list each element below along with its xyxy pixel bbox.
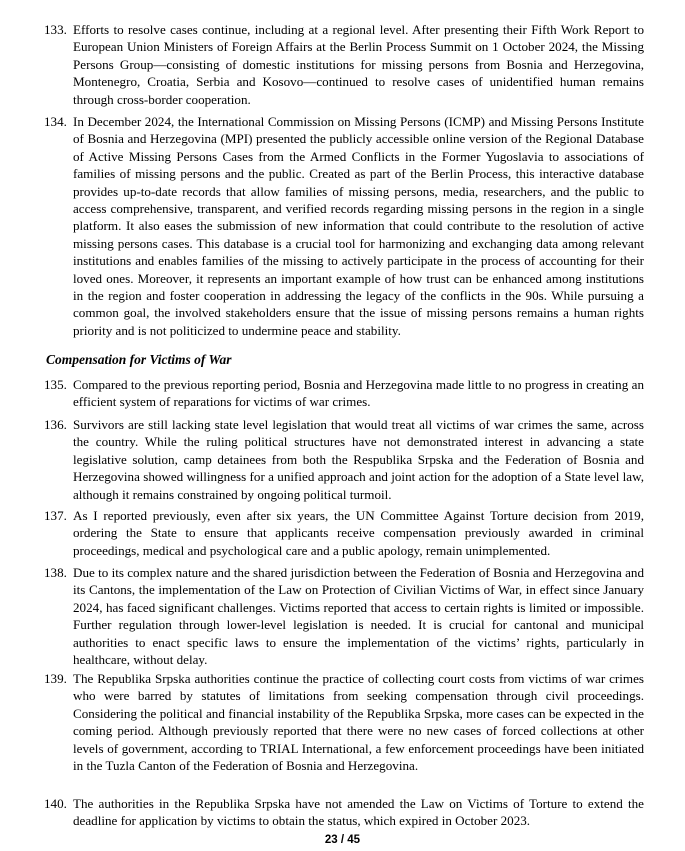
paragraph-138 xyxy=(44,564,644,668)
paragraph-text: Efforts to resolve cases continue, including at a regional level. After presenting their Fifth Work Report to European Union Ministers of Foreign Affairs at the Berlin Process Summit on 1 October 2024, the Missing Persons Group—consisting of domestic institutions for missing persons from Bosnia and Herzegovina, Montenegro, Croatia, Serbia and Kosovo—continued to resolve cases of unidentified human remains through cross-border cooperation. xyxy=(73,22,644,107)
paragraph-number: 136. xyxy=(44,417,67,432)
paragraph-text: The Republika Srpska authorities continue the practice of collecting court costs from victims of war crimes who were barred by statutes of limitations from seeking compensation through civil proceedings. Considering the political and financial instability of the Republika Srpska, more cases can be expected in the coming period. Although previously reported that there were no new cases of forced collections at other levels of government, according to TRIAL International, a few enforcement proceedings have been initiated in the Tuzla Canton of the Federation of Bosnia and Herzegovina. xyxy=(73,671,644,774)
paragraph-133 xyxy=(44,21,644,108)
paragraph-135 xyxy=(44,376,644,411)
paragraph-text: In December 2024, the International Commission on Missing Persons (ICMP) and Missing Persons Institute of Bosnia and Herzegovina (MPI) presented the publicly accessible online version of the Regional Database of Active Missing Persons Cases from the Armed Conflicts in the Former Yugoslavia to associations of families of missing persons and the public. Created as part of the Berlin Process, this interactive database provides up-to-date records that allow families of missing persons, media, researchers, and the public to access comprehensive, transparent, and verified records regarding missing persons in the region in a single platform. It also eases the submission of new information that could contribute to the resolution of active missing persons cases. This database is a crucial tool for harmonizing and exchanging data among relevant institutions and enables families of the missing to actively participate in the process of accounting for their loved ones. Moreover, it represents an important example of how trust can be enhanced among institutions in the region and foster cooperation in addressing the legacy of the conflicts in the 90s. While pursuing a common goal, the involved stakeholders ensure that the issue of missing persons remains a human rights priority and is not politicized to undermine peace and stability. xyxy=(73,114,644,338)
paragraph-number: 138. xyxy=(44,565,67,580)
section-heading: Compensation for Victims of War xyxy=(46,352,232,367)
paragraph-140 xyxy=(44,795,644,830)
paragraph-number: 133. xyxy=(44,22,67,37)
paragraph-139 xyxy=(44,670,644,774)
paragraph-number: 139. xyxy=(44,671,67,686)
paragraph-text: Compared to the previous reporting period, Bosnia and Herzegovina made little to no progress in creating an efficient system of reparations for victims of war crimes. xyxy=(73,377,644,410)
paragraph-136 xyxy=(44,416,644,503)
paragraph-text: Due to its complex nature and the shared jurisdiction between the Federation of Bosnia and Herzegovina and its Cantons, the implementation of the Law on Protection of Civilian Victims of War, in effect since January 2024, has faced significant challenges. Victims reported that access to certain rights is limited or impossible. Further regulation through lower-level legislation is needed. It is crucial for cantonal and municipal authorities to enact specific laws to ensure the implementation of the victims’ rights, particularly in healthcare, without delay. xyxy=(73,565,644,668)
paragraph-number: 140. xyxy=(44,796,67,811)
paragraph-137 xyxy=(44,507,644,559)
paragraph-text: The authorities in the Republika Srpska have not amended the Law on Victims of Torture to extend the deadline for application by victims to obtain the status, which expired in October 2023. xyxy=(73,796,644,829)
paragraph-text: Survivors are still lacking state level legislation that would treat all victims of war crimes the same, across the country. While the ruling political structures have not demonstrated interest in advancing a state legislative solution, camp detainees from both the Respublika Srpska and the Federation of Bosnia and Herzegovina showed willingness for a unified approach and joint action for the adoption of a State level law, although it remains constrained by ongoing political turmoil. xyxy=(73,417,644,502)
paragraph-134 xyxy=(44,113,644,339)
paragraph-number: 137. xyxy=(44,508,67,523)
page-number: 23 / 45 xyxy=(324,834,361,846)
paragraph-text: As I reported previously, even after six years, the UN Committee Against Torture decision from 2019, ordering the State to ensure that applicants receive compensation previously awarded in criminal proceedings, medical and psychological care and a public apology, remain unimplemented. xyxy=(73,508,644,558)
paragraph-number: 135. xyxy=(44,377,67,392)
paragraph-number: 134. xyxy=(44,114,67,129)
